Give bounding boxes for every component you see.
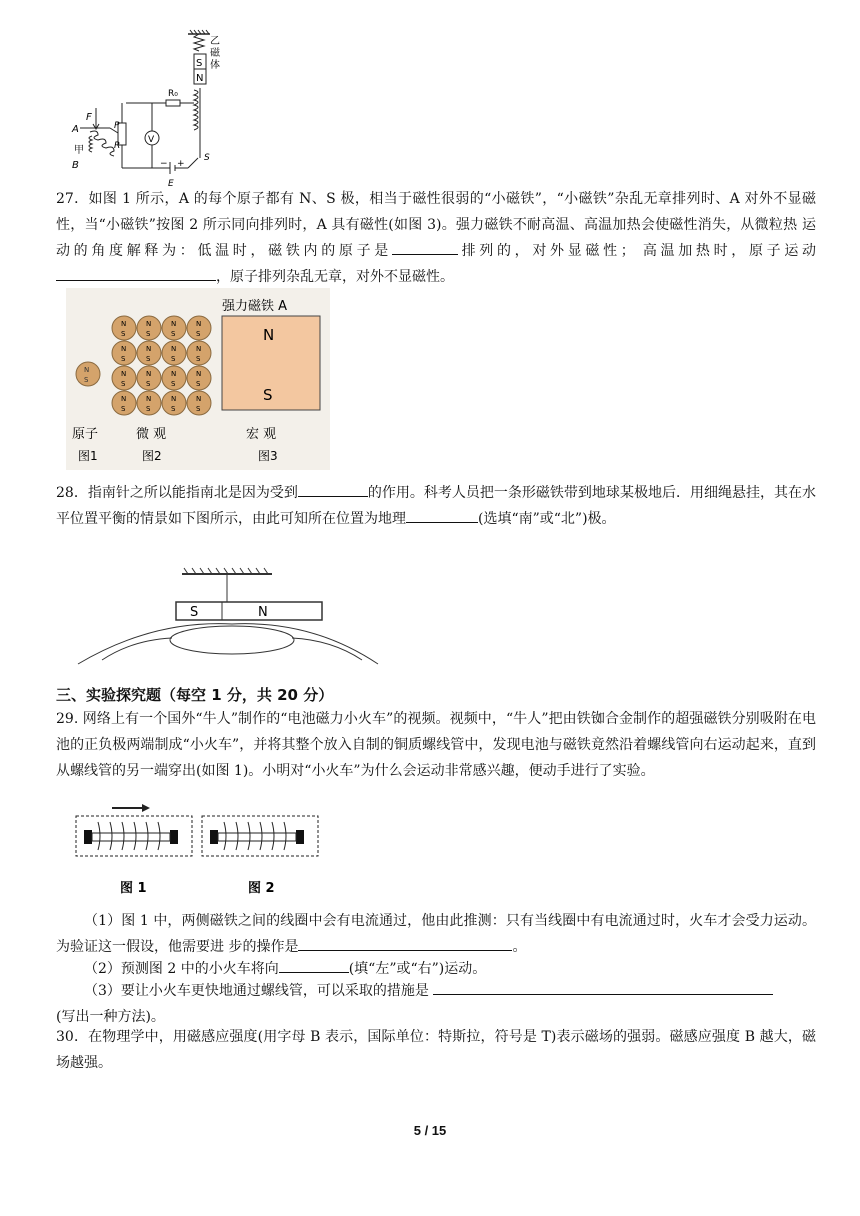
- battery-plus: +: [177, 159, 185, 169]
- svg-text:S: S: [84, 376, 89, 384]
- atom-s: S: [171, 380, 176, 388]
- atom-s: S: [121, 330, 126, 338]
- q29-blank-3[interactable]: [433, 978, 773, 995]
- atom-n: N: [121, 345, 127, 353]
- label-f: F: [86, 112, 92, 123]
- atom-n: N: [171, 370, 177, 378]
- atom-s: S: [196, 380, 201, 388]
- atom-s: S: [196, 405, 201, 413]
- q29-intro: 29. 网络上有一个国外“牛人”制作的“电池磁力小火车”的视频。视频中，“牛人”把由铁铷合金制作的超强磁铁分别吸附在电池的正负极两端制成“小火车”，并将其整个放入自制的铜质螺线管中，发现电池与磁铁竟然沿着螺线管向右运动起来，直到从螺线管的另一端穿出(如图 1)。小明对“小火车”为什么会运动非常感兴趣，便动手进行了实验。: [56, 711, 816, 779]
- q30-text: 30．在物理学中，用磁感应强度(用字母 B 表示，国际单位：特斯拉，符号是 T)表示磁场的强弱。磁感应强度 B 越大，磁场越强。: [56, 1029, 816, 1071]
- atom-n: N: [146, 345, 152, 353]
- atom-s: S: [171, 405, 176, 413]
- atom-n: N: [196, 345, 202, 353]
- q28-blank-1[interactable]: [298, 480, 368, 497]
- solenoid-figure: [72, 800, 332, 896]
- q27-text-1: 27．如图 1 所示，A 的每个原子都有 N、S 极，相当于磁性很弱的“小磁铁”，“小磁铁”杂乱无章排列时、A 对外不显磁性，当“小磁铁”按图 2 所示同向排列时，A 具有磁性(如图 3)。强力磁铁不耐高温、高温加热会使磁性消失，从微粒热 运动的角度解释为：低温时，磁铁内的原子是: [56, 191, 816, 259]
- bar-s-label: S: [190, 605, 199, 620]
- circuit-figure: [60, 28, 240, 188]
- atom-n: N: [121, 370, 127, 378]
- atom-s: S: [146, 330, 151, 338]
- q29-sub-3: [56, 978, 816, 1030]
- atom-n: N: [196, 370, 202, 378]
- magnet-figure: [66, 288, 330, 470]
- question-28: [56, 480, 816, 532]
- atom-n: N: [196, 395, 202, 403]
- fig1-label: 图1: [78, 449, 98, 463]
- ti-label: 体: [210, 60, 220, 71]
- page-number: 5 / 15: [413, 1123, 447, 1138]
- q27-text-2: 排列的，对外显磁性； 高温加热时，原子运动: [457, 243, 817, 259]
- magnet-n-label: N: [196, 73, 204, 84]
- magnet-a-title: 强力磁铁 A: [222, 299, 288, 314]
- atom-s: S: [121, 380, 126, 388]
- question-30: [56, 1024, 816, 1076]
- q28-text-1: 28．指南针之所以能指南北是因为受到: [56, 485, 298, 501]
- atom-s: S: [146, 405, 151, 413]
- macro-label: 宏 观: [246, 427, 277, 442]
- q27-blank-1[interactable]: [392, 238, 458, 255]
- q28-text-3: (选填“南”或“北”)极。: [478, 511, 616, 527]
- micro-label: 微 观: [136, 427, 167, 442]
- atom-s: S: [171, 355, 176, 363]
- atom-n: N: [121, 395, 127, 403]
- label-p: P: [114, 121, 120, 131]
- r0-label: R₀: [168, 89, 178, 99]
- solenoid-fig2-label: 图 2: [248, 881, 275, 896]
- atom-n: N: [146, 395, 152, 403]
- voltmeter-label: V: [148, 135, 155, 145]
- fig3-label: 图3: [258, 449, 278, 463]
- section-3-heading: 三、实验探究题（每空 1 分，共 20 分）: [56, 686, 334, 704]
- q29-s1-end: 。: [512, 939, 527, 955]
- atom-n: N: [196, 320, 202, 328]
- q28-blank-2[interactable]: [406, 506, 478, 523]
- q29-s3-text: （3）要让小火车更快地通过螺线管，可以采取的措施是: [84, 983, 434, 999]
- atom-s: S: [121, 405, 126, 413]
- q29-s1-text: （1）图 1 中，两侧磁铁之间的线圈中会有电流通过，他由此推测：只有当线圈中有电流通过时，火车才会受力运动。为验证这一假设，他需要进 步的操作是: [56, 913, 816, 955]
- atom-label: 原子: [72, 427, 99, 442]
- q29-s2-text: （2）预测图 2 中的小火车将向: [84, 961, 279, 977]
- atom-n: N: [171, 320, 177, 328]
- q29-sub-1: [56, 908, 816, 960]
- bar-magnet-figure: [72, 560, 382, 670]
- ci-label: 磁: [210, 48, 220, 59]
- atom-n: N: [171, 345, 177, 353]
- atom-n: N: [171, 395, 177, 403]
- q27-blank-2[interactable]: [56, 264, 216, 281]
- label-r: R: [114, 141, 121, 151]
- atom-s: S: [146, 355, 151, 363]
- magnet-a-n: N: [263, 326, 275, 344]
- atom-s: S: [121, 355, 126, 363]
- q29-blank-2[interactable]: [279, 956, 349, 973]
- label-s-switch: S: [204, 153, 210, 163]
- label-e: E: [168, 179, 174, 188]
- solenoid-fig1-label: 图 1: [120, 881, 147, 896]
- label-a: A: [72, 124, 79, 135]
- atom-n: N: [146, 320, 152, 328]
- bar-n-label: N: [258, 605, 268, 620]
- question-29: [56, 706, 816, 784]
- question-27: [56, 186, 816, 290]
- q28-text-2: 的作用。科考人员把一条形磁铁带到地球某极地后．用细绳悬挂，其在水平位置平衡的情景如下图所示，由此可知所在位置为地理: [56, 485, 816, 527]
- magnet-a-s: S: [263, 386, 273, 404]
- svg-text:N: N: [84, 366, 90, 374]
- magnet-s-label: S: [196, 58, 203, 69]
- label-jia: 甲: [74, 145, 84, 156]
- atom-s: S: [196, 355, 201, 363]
- atom-s: S: [146, 380, 151, 388]
- atom-n: N: [146, 370, 152, 378]
- q29-s2-end: (填“左”或“右”)运动。: [348, 961, 487, 977]
- atom-n: N: [121, 320, 127, 328]
- atom-s: S: [196, 330, 201, 338]
- battery-minus: −: [160, 159, 168, 169]
- yi-label: 乙: [210, 36, 220, 47]
- atom-s: S: [171, 330, 176, 338]
- q29-s3-end: (写出一种方法)。: [56, 1009, 165, 1025]
- q27-text-3: ，原子排列杂乱无章，对外不显磁性。: [216, 269, 454, 285]
- fig2-label: 图2: [142, 449, 162, 463]
- label-b: B: [72, 160, 79, 171]
- q29-blank-1[interactable]: [298, 934, 512, 951]
